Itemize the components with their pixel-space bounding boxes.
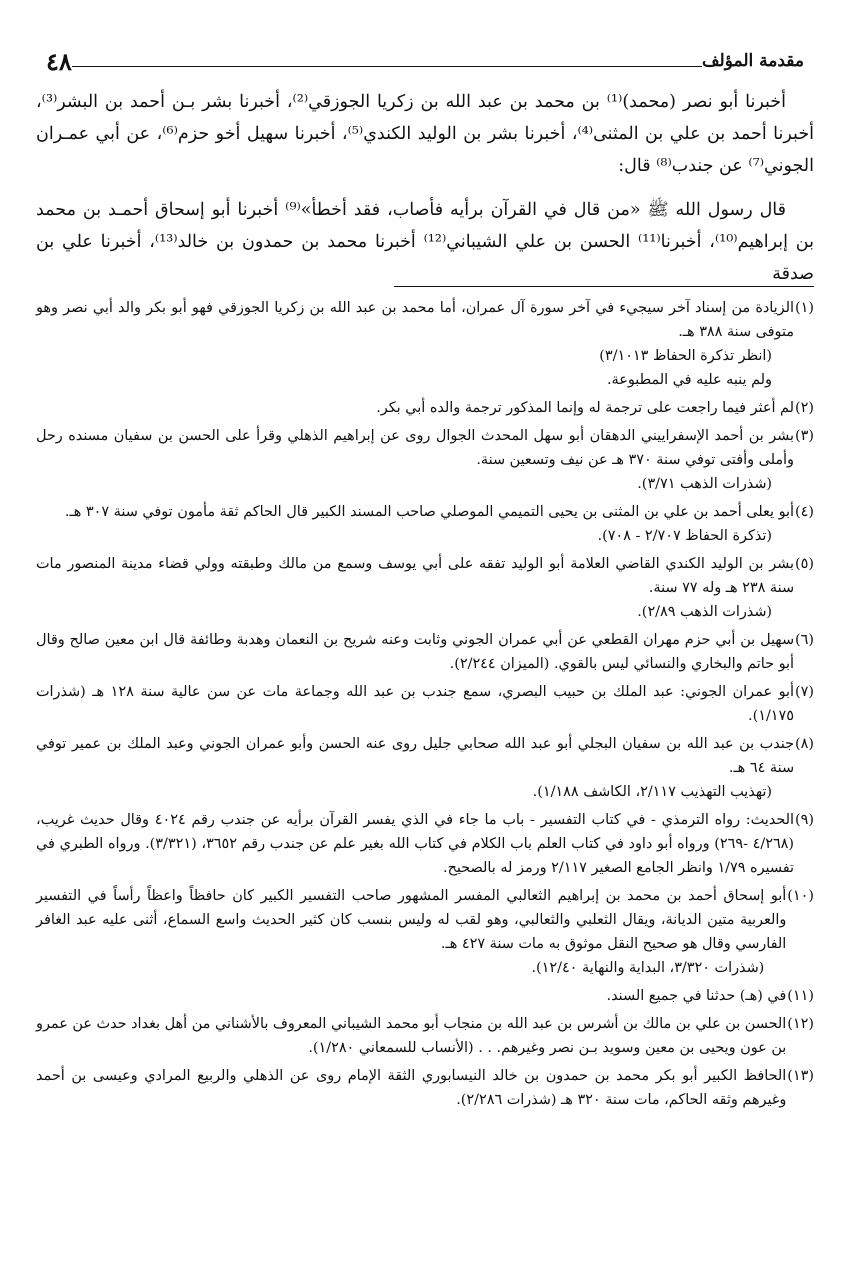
footnote-text: الزيادة من إسناد آخر سيجيء في آخر سورة آل عمران، أما محمد بن عبد الله بن زكريا الجوزقي فهو أبو بكر والد أبي نصر وهو متوفى سنة ٣٨٨ هـ. xyxy=(36,300,795,340)
footnote-text: ولم ينبه عليه في المطبوعة. xyxy=(606,372,773,388)
main-paragraph: أخبرنا أبو نصر (محمد)⁽¹⁾ بن محمد بن عبد الله بن زكريا الجوزقي⁽²⁾، أخبرنا بشر بـن أحمد بن البشر⁽³⁾، أخبرنا أحمد بن علي بن المثنى⁽⁴⁾، أخبرنا بشر بن الوليد الكندي⁽⁵⁾، أخبرنا سهيل أخو حزم⁽⁶⁾، عن أبي عمـران الجوني⁽⁷⁾ عن جندب⁽⁸⁾ قال: xyxy=(36,92,814,176)
footnote-number: (٤) xyxy=(795,504,814,520)
footnote-reference: (انظر تذكرة الحفاظ ٣/١٠١٣) xyxy=(599,348,773,364)
footnote-number: (١٢) xyxy=(787,1016,814,1032)
footnote-text: بشر بن الوليد الكندي القاضي العلامة أبو الوليد تفقه على أبي يوسف وسمع من مالك وطبقته وولي قضاء مدينة المنصور مات سنة ٢٣٨ هـ وله ٧٧ سنة. xyxy=(36,556,795,596)
page-number: ٤٨ xyxy=(46,46,72,76)
footnote xyxy=(36,884,814,980)
page-header xyxy=(36,46,814,76)
footnote xyxy=(36,1012,814,1060)
footnote-text: جندب بن عبد الله بن سفيان البجلي أبو عبد الله صحابي جليل روى عنه الحسن وأبو عمران الجوني وعبد الملك بن عمير توفي سنة ٦٤ هـ. xyxy=(36,736,795,776)
running-title: مقدمة المؤلف xyxy=(701,51,804,71)
footnote-number: (١٣) xyxy=(787,1068,814,1084)
footnote xyxy=(36,424,814,496)
footnote-text: أبو عمران الجوني: عبد الملك بن حبيب البصري، سمع جندب بن عبد الله وجماعة مات عن سن عالية سنة ١٢٨ هـ (شذرات ١/١٧٥). xyxy=(36,684,795,724)
footnote-separator xyxy=(394,286,814,287)
footnote-reference: (شذرات الذهب ٣/٧١). xyxy=(637,476,773,492)
footnote xyxy=(36,628,814,676)
main-text xyxy=(36,86,814,302)
footnote-text: بشر بن أحمد الإسفراييني الدهقان أبو سهل المحدث الجوال روى عن إبراهيم الذهلي وقرأ على الحسن بن سفيان مسنده رحل وأملى وأفتى توفي سنة ٣٧٠ هـ عن نيف وتسعين سنة. xyxy=(36,428,795,468)
footnote xyxy=(36,500,814,548)
footnote xyxy=(36,1064,814,1112)
footnote-reference: (شذرات ٣/٣٢٠، البداية والنهاية ١٢/٤٠). xyxy=(531,960,765,976)
footnote xyxy=(36,680,814,728)
footnote-number: (٣) xyxy=(795,428,814,444)
footnote-reference: (شذرات الذهب ٢/٨٩). xyxy=(637,604,773,620)
footnote-text: الحديث: رواه الترمذي - في كتاب التفسير - باب ما جاء في الذي يفسر القرآن برأيه عن جندب رقم ٤٠٢٤ وقال حديث غريب، (٤/٢٦٨ -٢٦٩) ورواه أبو داود في كتاب العلم باب الكلام في كتاب الله بغير علم عن جندب رقم ٣٦٥٢، (٣/٣٢١). ورواه الطبري في تفسيره ١/٧٩ وانظر الجامع الصغير ٢/١١٧ ورمز له بالصحيح. xyxy=(36,812,795,876)
footnote-reference: (تهذيب التهذيب ٢/١١٧، الكاشف ١/١٨٨). xyxy=(532,784,773,800)
footnote-number: (٩) xyxy=(795,812,814,828)
footnote xyxy=(36,296,814,392)
footnote-number: (٥) xyxy=(795,556,814,572)
footnote-text: أبو يعلى أحمد بن علي بن المثنى بن يحيى التميمي الموصلي صاحب المسند الكبير قال الحاكم ثقة مأمون توفي سنة ٣٠٧ هـ. xyxy=(64,504,795,520)
footnotes xyxy=(36,296,814,1116)
footnote-number: (١) xyxy=(795,300,814,316)
footnote xyxy=(36,984,814,1008)
footnote-number: (٧) xyxy=(795,684,814,700)
header-rule xyxy=(72,66,702,67)
footnote-number: (٨) xyxy=(795,736,814,752)
footnote-number: (٢) xyxy=(795,400,814,416)
main-paragraph: قال رسول الله ﷺ «من قال في القرآن برأيه فأصاب، فقد أخطأ»⁽⁹⁾ أخبرنا أبو إسحاق أحمـد بن محمد بن إبراهيم⁽¹⁰⁾، أخبرنا⁽¹¹⁾ الحسن بن علي الشيباني⁽¹²⁾ أخبرنا محمد بن حمدون بن خالد⁽¹³⁾، أخبرنا علي بن صدقة xyxy=(36,200,814,284)
footnote-text: لم أعثر فيما راجعت على ترجمة له وإنما المذكور ترجمة والده أبي بكر. xyxy=(376,400,795,416)
footnote xyxy=(36,808,814,880)
footnote-number: (١٠) xyxy=(787,888,814,904)
footnote-number: (٦) xyxy=(795,632,814,648)
footnote-reference: (تذكرة الحفاظ ٢/٧٠٧ - ٧٠٨). xyxy=(597,528,773,544)
footnote-text: سهيل بن أبي حزم مهران القطعي عن أبي عمران الجوني وثابت وعنه شريح بن النعمان وهدبة وطائفة قال ابن معين صالح وقال أبو حاتم والبخاري والنسائي ليس بالقوي. (الميزان ٢/٢٤٤). xyxy=(36,632,795,672)
footnote xyxy=(36,552,814,624)
footnote-text: أبو إسحاق أحمد بن محمد بن إبراهيم الثعالبي المفسر المشهور صاحب التفسير الكبير كان حافظاً واعظاً رأساً في التفسير والعربية متين الديانة، ويقال الثعلبي والثعالبي، وهو لقب له وليس بنسب كان كثير الحديث واسع السماع، أثنى عليه عبد الغافر الفارسي وقال هو صحيح النقل موثوق به مات سنة ٤٢٧ هـ. xyxy=(36,888,787,952)
footnote-text: الحسن بن علي بن مالك بن أشرس بن عبد الله بن منجاب أبو محمد الشيباني المعروف بالأشناني من أهل بغداد حدث عن عمرو بن عون ويحيى بن معين وسويد بـن نصر وغيرهم. . . (الأنساب للسمعاني ١/٢٨٠). xyxy=(36,1016,787,1056)
footnote xyxy=(36,396,814,420)
footnote xyxy=(36,732,814,804)
footnote-text: الحافظ الكبير أبو بكر محمد بن حمدون بن خالد النيسابوري الثقة الإمام روى عن الذهلي والربيع المرادي وعيسى بن أحمد وغيرهم وثقه الحاكم، مات سنة ٣٢٠ هـ (شذرات ٢/٢٨٦). xyxy=(36,1068,787,1108)
footnote-number: (١١) xyxy=(787,988,814,1004)
footnote-text: في (هـ) حدثنا في جميع السند. xyxy=(606,988,787,1004)
